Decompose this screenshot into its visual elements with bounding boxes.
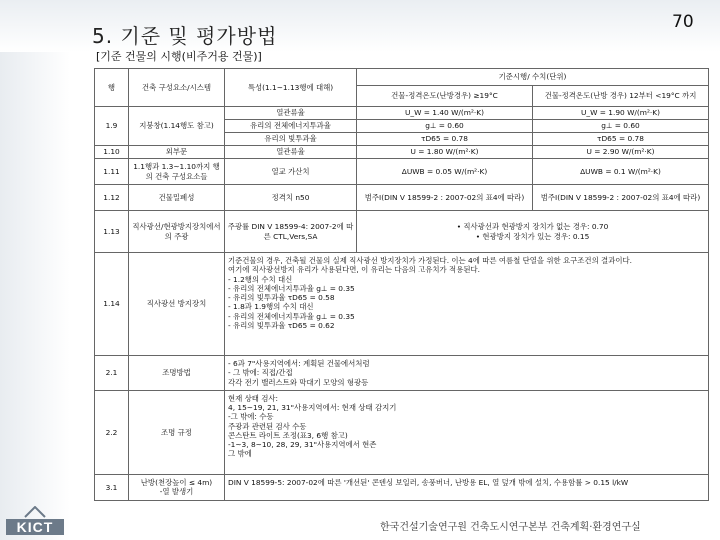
header-temp-high: 건물-정격온도(난방경우) ≥19°C xyxy=(357,86,533,107)
table-caption: [기준 건물의 시행(비주거용 건물)] xyxy=(96,50,262,63)
cell-value: U_W = 1.90 W/(m²·K) xyxy=(533,107,709,120)
header-row: 행 xyxy=(95,69,129,107)
cell-value: 범주I(DIN V 18599-2 : 2007-02의 표4에 따라) xyxy=(533,185,709,211)
row-element: 난방(천장높이 ≤ 4m) -열 발생기 xyxy=(129,474,225,500)
row-number: 1.9 xyxy=(95,107,129,146)
cell-value: 범주I(DIN V 18599-2 : 2007-02의 표4에 따라) xyxy=(357,185,533,211)
table-row xyxy=(95,146,709,159)
cell-value: U = 2.90 W/(m²·K) xyxy=(533,146,709,159)
page-number: 70 xyxy=(672,12,694,32)
logo-mark-icon xyxy=(24,506,46,518)
row-number: 2.2 xyxy=(95,390,129,474)
row-number: 1.13 xyxy=(95,211,129,253)
cell-value: τD65 = 0.78 xyxy=(533,133,709,146)
row-feature: 열관류율 xyxy=(225,146,357,159)
cell-value: g⊥ = 0.60 xyxy=(533,120,709,133)
row-element: 조명방법 xyxy=(129,356,225,391)
table-row xyxy=(95,390,709,474)
header-element: 건축 구성요소/시스템 xyxy=(129,69,225,107)
row-number: 1.12 xyxy=(95,185,129,211)
row-element: 직사광선 방지장치 xyxy=(129,253,225,356)
cell-text: - 6과 7"사용지역에서: 계획된 건물에서처럼 - 그 밖에: 직접/간접 각각 전기 밸러스트와 막대기 모양의 형광등 xyxy=(225,356,709,391)
row-feature: 주광률 DIN V 18599-4: 2007-2에 따른 CTL,Vers,SA xyxy=(225,211,357,253)
header-reference: 기준시행/ 수치(단위) xyxy=(357,69,709,86)
logo-text: KICT xyxy=(6,519,64,535)
table-row xyxy=(95,474,709,500)
cell-value: ΔUWB = 0.05 W/(m²·K) xyxy=(357,159,533,185)
row-element: 조명 규정 xyxy=(129,390,225,474)
cell-value: U_W = 1.40 W/(m²·K) xyxy=(357,107,533,120)
row-element: 1.1행과 1.3~1.10까지 행의 건축 구성요소들 xyxy=(129,159,225,185)
table-row xyxy=(95,159,709,185)
table-row xyxy=(95,211,709,253)
row-element: 건물밀폐성 xyxy=(129,185,225,211)
row-number: 1.14 xyxy=(95,253,129,356)
cell-text: 현재 상태 검사: 4, 15~19, 21, 31"사용지역에서: 현재 상태 감지기 -그 밖에: 수동 주광과 관련된 검사 수동 콘스탄트 라이트 조정(표3, 6행 참고) -1~3, 8~10, 28, 29, 31"사용지역에서 현존 그 밖에 xyxy=(225,390,709,474)
cell-value: • 직사광선과 현광방지 장치가 없는 경우: 0.70 • 현광방지 장치가 있는 경우: 0.15 xyxy=(357,211,709,253)
kict-logo xyxy=(6,506,64,536)
page-title: 5. 기준 및 평가방법 xyxy=(92,24,278,48)
header-temp-low: 건물-정격온도(난방 경우) 12부터 <19°C 까지 xyxy=(533,86,709,107)
table-row xyxy=(95,253,709,356)
row-number: 2.1 xyxy=(95,356,129,391)
table-row xyxy=(95,107,709,120)
cell-text: DIN V 18599-5: 2007-02에 따른 '개선된' 콘덴싱 보일러, 송풍버너, 난방용 EL, 열 덮개 밖에 설치, 수용함률 > 0.15 l/kW xyxy=(225,474,709,500)
cell-text: 기준건물의 경우, 건축될 건물의 실제 직사광선 방지장치가 가정된다. 이는 4에 따른 여름철 단열을 위한 요구조건의 결과이다. 여기에 직사광선방지 유리가 사용된다면, 이 유리는 다음의 고유치가 적용된다. - 1.2행의 수치 대신 - 유리의 전체에너지투과율 g⊥ = 0.35 - 유리의 빛투과율 τD65 = 0.58 - 1.8과 1.9행의 수치 대신 - 유리의 전체에너지투과율 g⊥ = 0.35 - 유리의 빛투과율 τD65 = 0.62 xyxy=(225,253,709,356)
footer-institution: 한국건설기술연구원 건축도시연구본부 건축계획·환경연구실 xyxy=(380,522,641,533)
row-number: 1.11 xyxy=(95,159,129,185)
row-feature: 유리의 전체에너지투과율 xyxy=(225,120,357,133)
table-row xyxy=(95,185,709,211)
cell-value: g⊥ = 0.60 xyxy=(357,120,533,133)
row-element: 직사광선/현광방지장치에서의 주광 xyxy=(129,211,225,253)
reference-building-table xyxy=(94,68,709,501)
row-feature: 열교 가산치 xyxy=(225,159,357,185)
row-feature: 정격치 n50 xyxy=(225,185,357,211)
table-row xyxy=(95,356,709,391)
cell-value: τD65 = 0.78 xyxy=(357,133,533,146)
cell-value: U = 1.80 W/(m²·K) xyxy=(357,146,533,159)
row-number: 1.10 xyxy=(95,146,129,159)
row-element: 지붕창(1.14행도 참고) xyxy=(129,107,225,146)
cell-value: ΔUWB = 0.1 W/(m²·K) xyxy=(533,159,709,185)
row-feature: 열관류율 xyxy=(225,107,357,120)
row-number: 3.1 xyxy=(95,474,129,500)
row-element: 외부문 xyxy=(129,146,225,159)
header-feature: 특성(1.1~1.13행에 대해) xyxy=(225,69,357,107)
side-band xyxy=(0,52,70,540)
row-feature: 유리의 빛투과율 xyxy=(225,133,357,146)
